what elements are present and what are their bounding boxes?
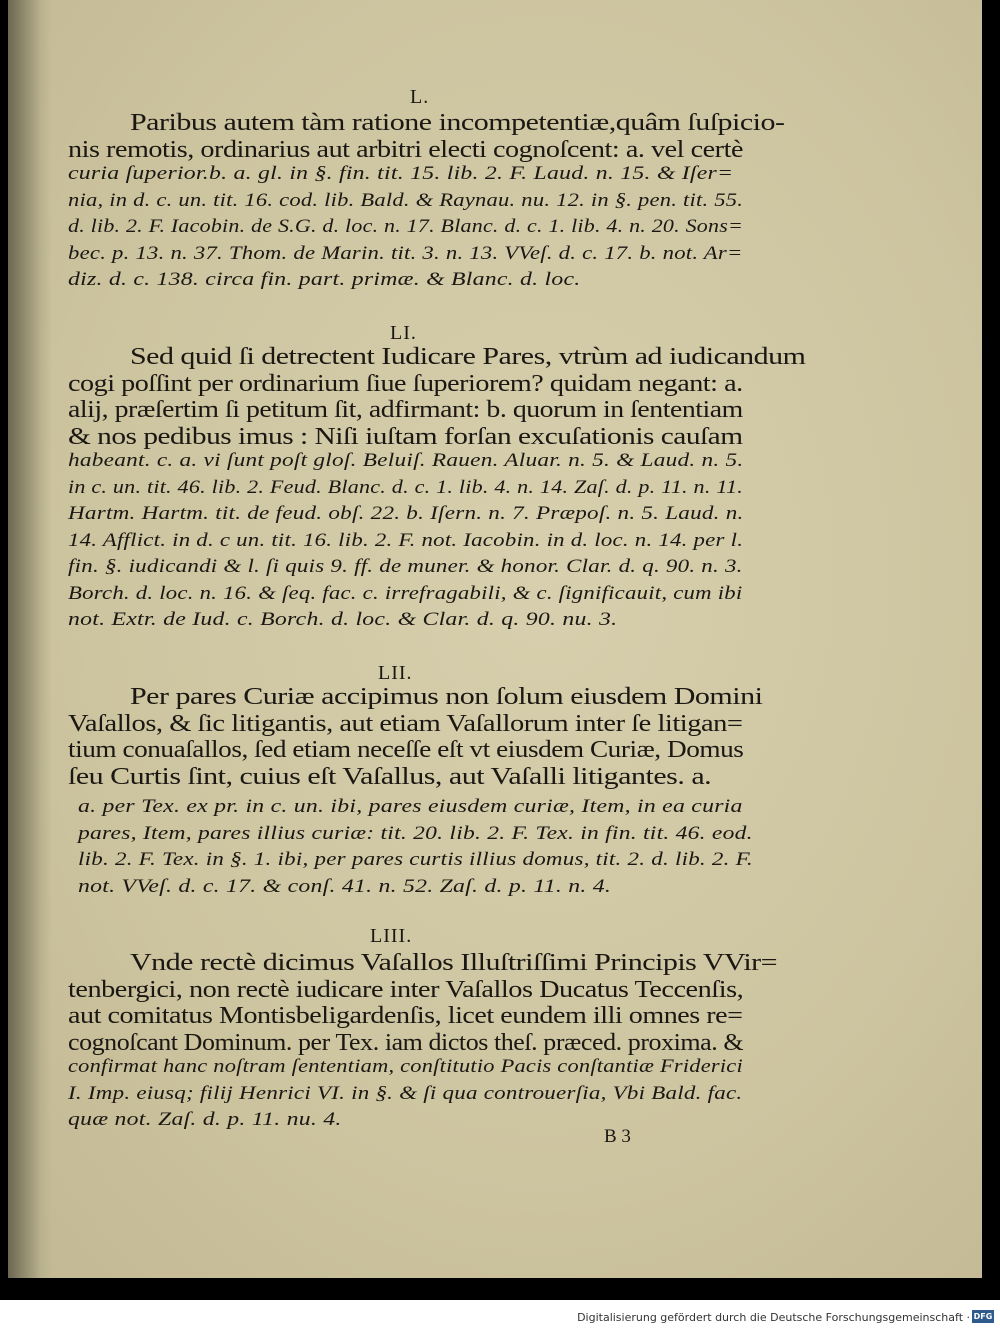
text-line: curia ſuperior.b. a. gl. in §. fin. tit. 15. lib. 2. F. Laud. n. 15. & Iſer= [68, 163, 734, 184]
text-line: 14. Afflict. in d. c un. tit. 16. lib. 2. F. not. Iacobin. in d. loc. n. 14. per l. [68, 529, 744, 551]
text-line: in c. un. tit. 46. lib. 2. Feud. Blanc. d. c. 1. lib. 4. n. 14. Zaſ. d. p. 11. n. 11. [68, 476, 743, 498]
text-line: not. Extr. de Iud. c. Borch. d. loc. & Clar. d. q. 90. nu. 3. [68, 609, 618, 630]
text-line: tenbergici, non rectè iudicare inter Vaſallos Ducatus Teccenſis, [68, 976, 744, 1003]
text-line: nis remotis, ordinarius aut arbitri electi cognoſcent: a. vel certè [68, 136, 743, 163]
section-heading-LII: LII. [378, 662, 413, 684]
book-spine-shadow [8, 0, 52, 1278]
text-line: alij, præſertim ſi petitum ſit, adfirmant: b. quorum in ſententiam [68, 397, 743, 423]
signature-mark: B 3 [604, 1126, 631, 1147]
text-line: ſeu Curtis ſint, cuius eſt Vaſallus, aut Vaſalli litigantes. a. [68, 763, 712, 790]
footer-bar [0, 1300, 1000, 1331]
section-heading-LI: LI. [390, 322, 417, 344]
text-line: confirmat hanc noſtram ſententiam, conſtitutio Pacis conſtantiæ Friderici [68, 1056, 743, 1077]
funding-notice: Digitalisierung gefördert durch die Deutsche Forschungsgemeinschaft · [577, 1311, 970, 1324]
text-line: Vnde rectè dicimus Vaſallos Illuſtriſſimi Principis VVir= [130, 950, 778, 976]
text-line: pares, Item, pares illius curiæ: tit. 20. lib. 2. F. Tex. in fin. tit. 46. eod. [78, 822, 753, 844]
text-line: aut comitatus Montisbeligardenſis, licet eundem illi omnes re= [68, 1003, 743, 1029]
dfg-logo-icon: DFG [973, 1312, 993, 1321]
text-line: not. VVeſ. d. c. 17. & conſ. 41. n. 52. Zaſ. d. p. 11. n. 4. [78, 875, 612, 897]
text-line: I. Imp. eiusq; filij Henrici VI. in §. & ſi qua controuerſia, Vbi Bald. fac. [68, 1082, 743, 1104]
text-line: & nos pedibus imus : Niſi iuſtam forſan excuſationis cauſam [68, 423, 743, 450]
text-line: fin. §. iudicandi & l. ſi quis 9. ff. de muner. & honor. Clar. d. q. 90. n. 3. [68, 556, 743, 577]
text-line: nia, in d. c. un. tit. 16. cod. lib. Bald. & Raynau. nu. 12. in §. pen. tit. 55. [68, 189, 744, 211]
text-line: Borch. d. loc. n. 16. & ſeq. fac. c. irrefragabili, & c. ſignificauit, cum ibi [68, 582, 743, 604]
text-line: tium conuaſallos, ſed etiam neceſſe eſt vt eiusdem Curiæ, Domus [68, 737, 744, 763]
section-heading-LIII: LIII. [370, 925, 413, 947]
text-line: Hartm. Hartm. tit. de feud. obſ. 22. b. Iſern. n. 7. Præpoſ. n. 5. Laud. n. [68, 503, 744, 524]
text-line: habeant. c. a. vi ſunt poſt gloſ. Beluiſ. Rauen. Aluar. n. 5. & Laud. n. 5. [68, 450, 744, 471]
text-line: Sed quid ſi detrectent Iudicare Pares, vtrùm ad iudicandum [130, 344, 806, 370]
text-line: Vaſallos, & ſic litigantis, aut etiam Vaſallorum inter ſe litigan= [68, 710, 743, 737]
text-line: Per pares Curiæ accipimus non ſolum eiusdem Domini [130, 684, 763, 710]
text-line: d. lib. 2. F. Iacobin. de S.G. d. loc. n. 17. Blanc. d. c. 1. lib. 4. n. 20. Sons= [68, 216, 744, 237]
text-line: a. per Tex. ex pr. in c. un. ibi, pares eiusdem curiæ, Item, in ea curia [78, 796, 743, 817]
book-page [8, 0, 982, 1278]
text-line: Paribus autem tàm ratione incompetentiæ,quâm ſuſpicio- [130, 110, 785, 136]
text-line: lib. 2. F. Tex. in §. 1. ibi, per pares curtis illius domus, tit. 2. d. lib. 2. F. [78, 849, 753, 870]
text-line: diz. d. c. 138. circa fin. part. primæ. & Blanc. d. loc. [68, 269, 581, 290]
text-line: bec. p. 13. n. 37. Thom. de Marin. tit. 3. n. 13. VVeſ. d. c. 17. b. not. Ar= [68, 242, 743, 264]
section-heading-L: L. [410, 86, 430, 108]
text-line: cogi poſſint per ordinarium ſiue ſuperiorem? quidam negant: a. [68, 370, 743, 397]
text-line: cognoſcant Dominum. per Tex. iam dictos theſ. præced. proxima. & [68, 1029, 744, 1056]
text-line: quæ not. Zaſ. d. p. 11. nu. 4. [68, 1109, 342, 1130]
